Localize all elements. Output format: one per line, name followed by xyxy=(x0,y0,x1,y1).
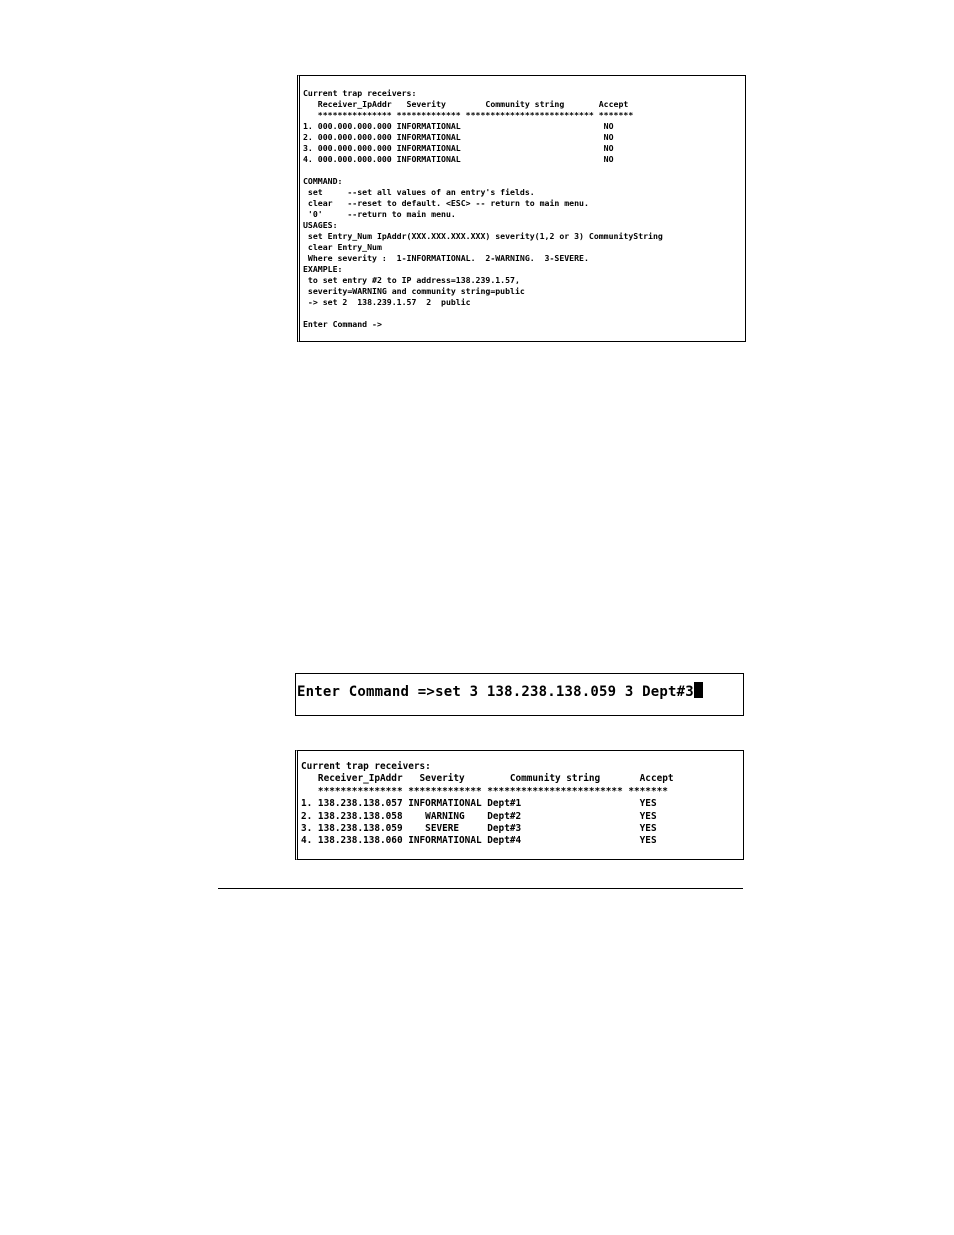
terminal-line: EXAMPLE: xyxy=(303,264,343,274)
terminal-line: Current trap receivers: xyxy=(301,761,431,772)
terminal-line: Enter Command -> xyxy=(303,319,382,329)
terminal-line: 2. 000.000.000.000 INFORMATIONAL NO xyxy=(303,132,614,142)
terminal-line: set Entry_Num IpAddr(XXX.XXX.XXX.XXX) severity(1,2 or 3) CommunityString xyxy=(303,231,663,241)
terminal-line: Current trap receivers: xyxy=(303,88,417,98)
terminal-line: '0' --return to main menu. xyxy=(303,209,456,219)
terminal-line: COMMAND: xyxy=(303,176,343,186)
trap-receivers-menu-text xyxy=(303,88,745,330)
terminal-line: 1. 138.238.138.057 INFORMATIONAL Dept#1 YES xyxy=(301,798,657,810)
terminal-line: *************** ************* ************************** ******* xyxy=(303,110,634,120)
terminal-line: USAGES: xyxy=(303,220,338,230)
terminal-line: severity=WARNING and community string=public xyxy=(303,286,525,296)
terminal-line: Receiver_IpAddr Severity Community string Accept xyxy=(303,99,629,109)
trap-receivers-result-screen xyxy=(295,750,744,860)
terminal-line: *************** ************* ************************ ******* xyxy=(301,785,668,797)
terminal-line: to set entry #2 to IP address=138.239.1.57, xyxy=(303,275,520,285)
terminal-line: 4. 000.000.000.000 INFORMATIONAL NO xyxy=(303,154,614,164)
terminal-line: -> set 2 138.239.1.57 2 public xyxy=(303,297,471,307)
terminal-line: clear --reset to default. <ESC> -- return to main menu. xyxy=(303,198,589,208)
terminal-line: 2. 138.238.138.058 WARNING Dept#2 YES xyxy=(301,810,657,822)
terminal-line: 3. 000.000.000.000 INFORMATIONAL NO xyxy=(303,143,614,153)
terminal-line: set --set all values of an entry's fields. xyxy=(303,187,535,197)
terminal-line: Where severity : 1-INFORMATIONAL. 2-WARNING. 3-SEVERE. xyxy=(303,253,589,263)
terminal-line: 3. 138.238.138.059 SEVERE Dept#3 YES xyxy=(301,823,657,835)
text-cursor xyxy=(694,682,703,698)
terminal-line: 1. 000.000.000.000 INFORMATIONAL NO xyxy=(303,121,614,131)
trap-receivers-menu-screen xyxy=(297,75,746,342)
command-line[interactable] xyxy=(297,682,743,702)
command-entry-screen[interactable] xyxy=(295,673,744,716)
terminal-line: Receiver_IpAddr Severity Community string Accept xyxy=(301,773,674,785)
terminal-line: 4. 138.238.138.060 INFORMATIONAL Dept#4 YES xyxy=(301,835,657,847)
command-prompt: Enter Command => xyxy=(297,684,436,700)
terminal-line: clear Entry_Num xyxy=(303,242,382,252)
command-input[interactable]: set 3 138.238.138.059 3 Dept#3 xyxy=(435,684,694,700)
page-divider xyxy=(218,888,743,889)
trap-receivers-result-text xyxy=(301,761,743,848)
